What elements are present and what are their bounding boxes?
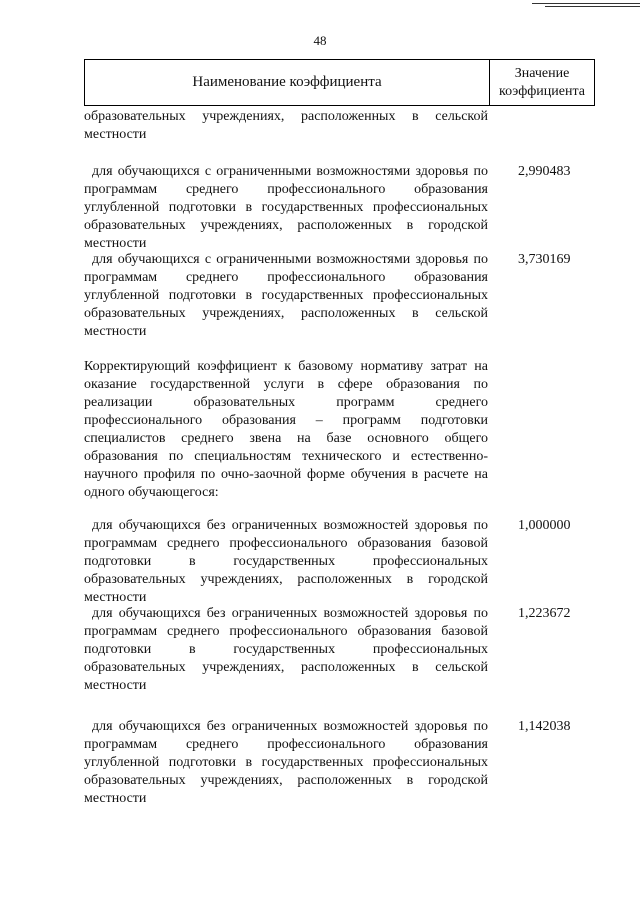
coefficient-text: образовательных учреждениях, расположенных в сельской местности [84, 109, 488, 142]
coefficient-value: 2,990483 [518, 164, 571, 179]
coefficient-value: 1,223672 [518, 606, 571, 621]
corner-rule-second [545, 6, 640, 7]
corner-rule-top [532, 3, 640, 4]
page-number: 48 [313, 33, 327, 48]
coefficient-text: для обучающихся без ограниченных возможностей здоровья по программам среднего профессионального образования углубленной подготовки в государственных профессиональных образовательных учреждениях, расположенных в городской местности [84, 719, 488, 806]
coefficient-value: 3,730169 [518, 252, 571, 267]
coefficient-text: для обучающихся без ограниченных возможностей здоровья по программам среднего профессионального образования базовой подготовки в государственных профессиональных образовательных учреждениях, расположенных в городской местности [84, 518, 488, 605]
coefficient-text: для обучающихся с ограниченными возможностями здоровья по программам среднего профессионального образования углубленной подготовки в государственных профессиональных образовательных учреждениях, расположенных в сельской местности [84, 252, 488, 339]
table-header [84, 59, 595, 106]
coefficient-text: Корректирующий коэффициент к базовому нормативу затрат на оказание государственной услуги в сфере образования по реализации образовательных программ среднего профессионального образования – программ подготовки специалистов среднего звена на базе основного общего образования по специальностям технического и естественно-научного профиля по очно-заочной форме обучения в расчете на одного обучающегося: [84, 359, 488, 500]
coefficient-value: 1,142038 [518, 719, 571, 734]
header-value-cell: Значение коэффициента [499, 65, 585, 99]
coefficient-value: 1,000000 [518, 518, 571, 533]
header-name-cell: Наименование коэффициента [85, 60, 490, 105]
coefficient-text: для обучающихся без ограниченных возможностей здоровья по программам среднего профессионального образования базовой подготовки в государственных профессиональных образовательных учреждениях, расположенных в сельской местности [84, 606, 488, 693]
coefficient-text: для обучающихся с ограниченными возможностями здоровья по программам среднего профессионального образования углубленной подготовки в государственных профессиональных образовательных учреждениях, расположенных в городской местности [84, 164, 488, 251]
